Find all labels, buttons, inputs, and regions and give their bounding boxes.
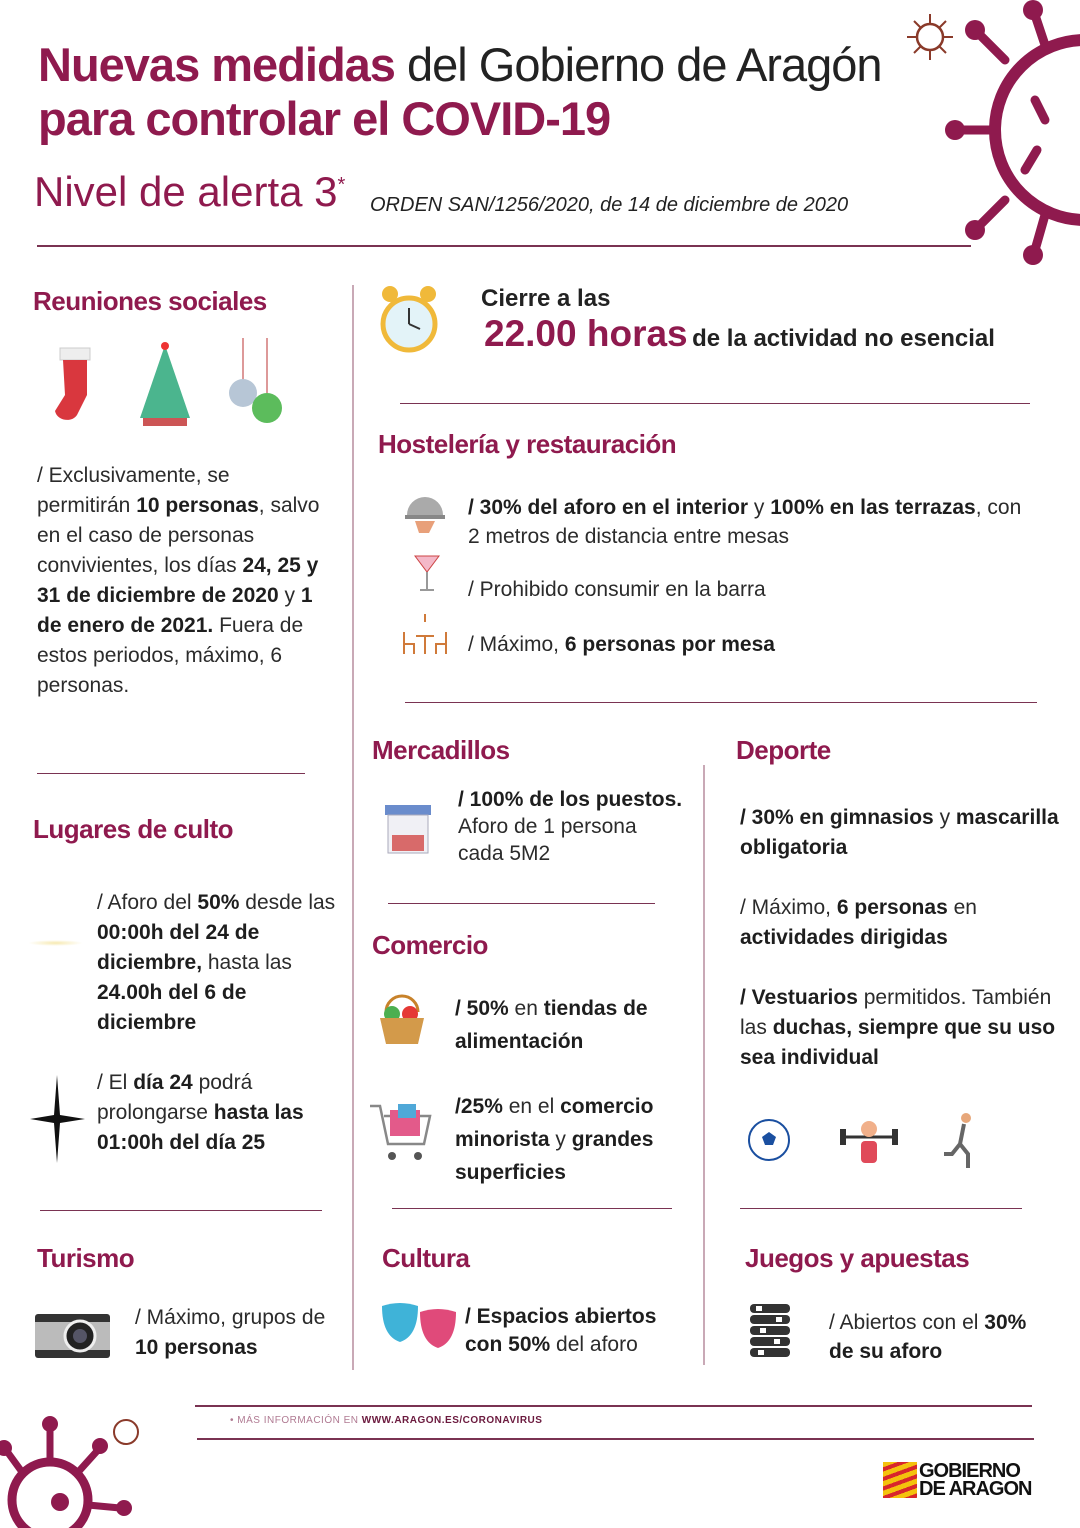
bold-text: 24, 25 y 31 de diciembre de 2020 <box>37 554 319 607</box>
bold-text: para controlar el COVID-19 <box>38 92 611 145</box>
hosteleria-heading: Hostelería y restauración <box>378 429 677 459</box>
text-segment: / Abiertos con el <box>829 1311 985 1334</box>
text-segment: / Prohibido consumir en la barra <box>468 578 766 601</box>
bold-text: comercio minorista <box>455 1095 654 1151</box>
gobierno-aragon-logo <box>883 1462 1031 1498</box>
bold-text: 1 de enero de 2021. <box>37 584 313 637</box>
bold-text: 10 personas <box>136 494 259 517</box>
cierre-hour: 22.00 horas <box>484 313 688 354</box>
footer-divider <box>197 1438 1034 1440</box>
alert-asterisk: * <box>337 174 346 196</box>
header-divider <box>37 245 971 247</box>
footer-virus-icon <box>0 1410 150 1528</box>
camera-icon <box>35 1308 110 1358</box>
bold-text: 50% <box>197 891 240 914</box>
theater-masks-icon <box>380 1302 458 1352</box>
comercio-heading: Comercio <box>372 930 488 960</box>
star-icon <box>30 1075 85 1163</box>
casino-chips-icon <box>748 1302 792 1357</box>
section-divider <box>740 1208 1022 1209</box>
text-segment: / Exclusivamente, se permitirán <box>37 464 230 517</box>
text-segment: , salvo en el caso de personas convivientes, los días <box>37 494 320 577</box>
cierre-line1: Cierre a las <box>481 285 611 312</box>
large-virus-icon <box>945 0 1080 270</box>
section-divider <box>40 1210 322 1211</box>
bold-text: Nuevas medidas <box>38 38 395 91</box>
deporte-item-2 <box>740 893 1060 953</box>
text-segment: hasta las <box>202 951 292 974</box>
text-segment: Fuera de estos periodos, máximo, 6 personas. <box>37 614 304 697</box>
turismo-text <box>135 1303 335 1363</box>
light-glow-icon <box>28 940 83 946</box>
bold-text: tiendas de alimentación <box>455 997 648 1053</box>
deporte-item-1 <box>740 803 1060 863</box>
bold-text: actividades dirigidas <box>740 926 948 949</box>
bold-text: día 24 <box>133 1071 193 1094</box>
more-info-label: • MÁS INFORMACIÓN EN <box>230 1415 362 1426</box>
logo-line2: DE ARAGON <box>919 1478 1032 1500</box>
deporte-item-3 <box>740 983 1070 1073</box>
christmas-tree-icon <box>135 340 195 428</box>
runner-icon <box>940 1112 980 1170</box>
culto-heading: Lugares de culto <box>33 814 234 844</box>
bold-text: 6 personas por mesa <box>564 633 775 656</box>
bold-text: 30% de su aforo <box>829 1311 1027 1363</box>
christmas-ornaments-icon <box>225 338 285 426</box>
juegos-heading: Juegos y apuestas <box>745 1243 970 1273</box>
table-chairs-icon <box>400 612 450 657</box>
text-segment: y <box>278 584 301 607</box>
hosteleria-item-1 <box>468 493 1038 551</box>
text-segment: / El <box>97 1071 134 1094</box>
bold-text: / 30% del aforo en el interior <box>468 496 749 519</box>
text-segment: en el <box>502 1095 561 1118</box>
text-segment: / Máximo, <box>468 633 565 656</box>
alert-level-text: Nivel de alerta 3 <box>34 168 338 215</box>
comercio-item-1 <box>455 992 695 1058</box>
text-segment: en <box>508 997 544 1020</box>
text-segment: del Gobierno de Aragón <box>394 38 882 91</box>
bold-text: duchas, siempre que su uso sea individual <box>740 1016 1056 1069</box>
culto-item-2 <box>97 1068 345 1158</box>
bold-text: 24.00h del 6 de diciembre <box>97 981 247 1034</box>
hosteleria-item-3 <box>468 630 775 660</box>
text-segment: , con 2 metros de distancia entre mesas <box>468 496 1022 548</box>
reuniones-text <box>37 461 327 701</box>
text-segment: Aforo de 1 persona cada 5M2 <box>458 815 637 865</box>
text-segment: y <box>549 1128 572 1151</box>
logo-line1: GOBIERNO <box>919 1460 1020 1482</box>
weightlifting-icon <box>838 1115 900 1167</box>
juegos-text <box>829 1308 1029 1366</box>
section-divider <box>400 403 1030 404</box>
text-segment: y <box>933 806 956 829</box>
section-divider <box>405 702 1037 703</box>
bold-text: /25% <box>455 1095 503 1118</box>
section-divider <box>37 773 305 774</box>
serving-cloche-icon <box>403 493 447 535</box>
footer-divider <box>195 1405 1032 1407</box>
text-segment: permitidos. También las <box>740 986 1052 1039</box>
bold-text: 6 personas <box>836 896 948 919</box>
section-divider <box>392 1208 672 1209</box>
cierre-line2 <box>484 313 995 355</box>
main-title <box>38 38 918 146</box>
text-segment: podrá prolongarse <box>97 1071 253 1124</box>
aragon-flag-icon <box>883 1462 917 1498</box>
bold-text: 100% en las terrazas <box>770 496 976 519</box>
text-segment: / Aforo del <box>97 891 198 914</box>
more-info <box>230 1415 542 1426</box>
bold-text: 10 personas <box>135 1336 258 1359</box>
turismo-heading: Turismo <box>37 1243 135 1273</box>
bold-text: hasta las 01:00h del día 25 <box>97 1101 304 1154</box>
deporte-heading: Deporte <box>736 735 831 765</box>
bold-text: mascarilla obligatoria <box>740 806 1059 859</box>
bold-text: grandes superficies <box>455 1128 654 1184</box>
grocery-basket-icon <box>376 992 428 1046</box>
text-segment: en <box>947 896 977 919</box>
christmas-stocking-icon <box>45 340 100 425</box>
bold-text: / Espacios abiertos con 50% <box>465 1305 657 1356</box>
column-divider <box>703 765 705 1365</box>
text-segment: desde las <box>239 891 336 914</box>
column-divider <box>352 285 354 1370</box>
market-stall-icon <box>383 803 433 855</box>
cultura-text <box>465 1303 695 1359</box>
mercadillos-text <box>458 786 683 867</box>
text-segment: del aforo <box>550 1333 638 1356</box>
bold-text: / Vestuarios <box>740 986 858 1009</box>
bold-text: / 30% en gimnasios <box>740 806 934 829</box>
alarm-clock-icon <box>378 282 440 358</box>
hosteleria-item-2 <box>468 575 766 605</box>
bold-text: / 100% de los puestos. <box>458 788 683 811</box>
mercadillos-heading: Mercadillos <box>372 735 510 765</box>
shopping-cart-icon <box>368 1100 433 1165</box>
cultura-heading: Cultura <box>382 1243 470 1273</box>
cierre-desc: de la actividad no esencial <box>692 325 995 352</box>
more-info-link[interactable]: WWW.ARAGON.ES/CORONAVIRUS <box>361 1415 543 1426</box>
culto-item-1 <box>97 888 345 1038</box>
reuniones-heading: Reuniones sociales <box>33 286 267 316</box>
bold-text: / 50% <box>455 997 509 1020</box>
text-segment: / Máximo, grupos de <box>135 1306 326 1329</box>
cocktail-glass-icon <box>413 552 441 594</box>
section-divider <box>388 903 655 904</box>
bold-text: 00:00h del 24 de diciembre, <box>97 921 260 974</box>
alert-level <box>34 168 345 216</box>
comercio-item-2 <box>455 1090 700 1189</box>
text-segment: y <box>748 496 771 519</box>
soccer-ball-icon <box>747 1118 791 1162</box>
order-reference: ORDEN SAN/1256/2020, de 14 de diciembre de 2020 <box>370 194 849 216</box>
text-segment: / Máximo, <box>740 896 837 919</box>
